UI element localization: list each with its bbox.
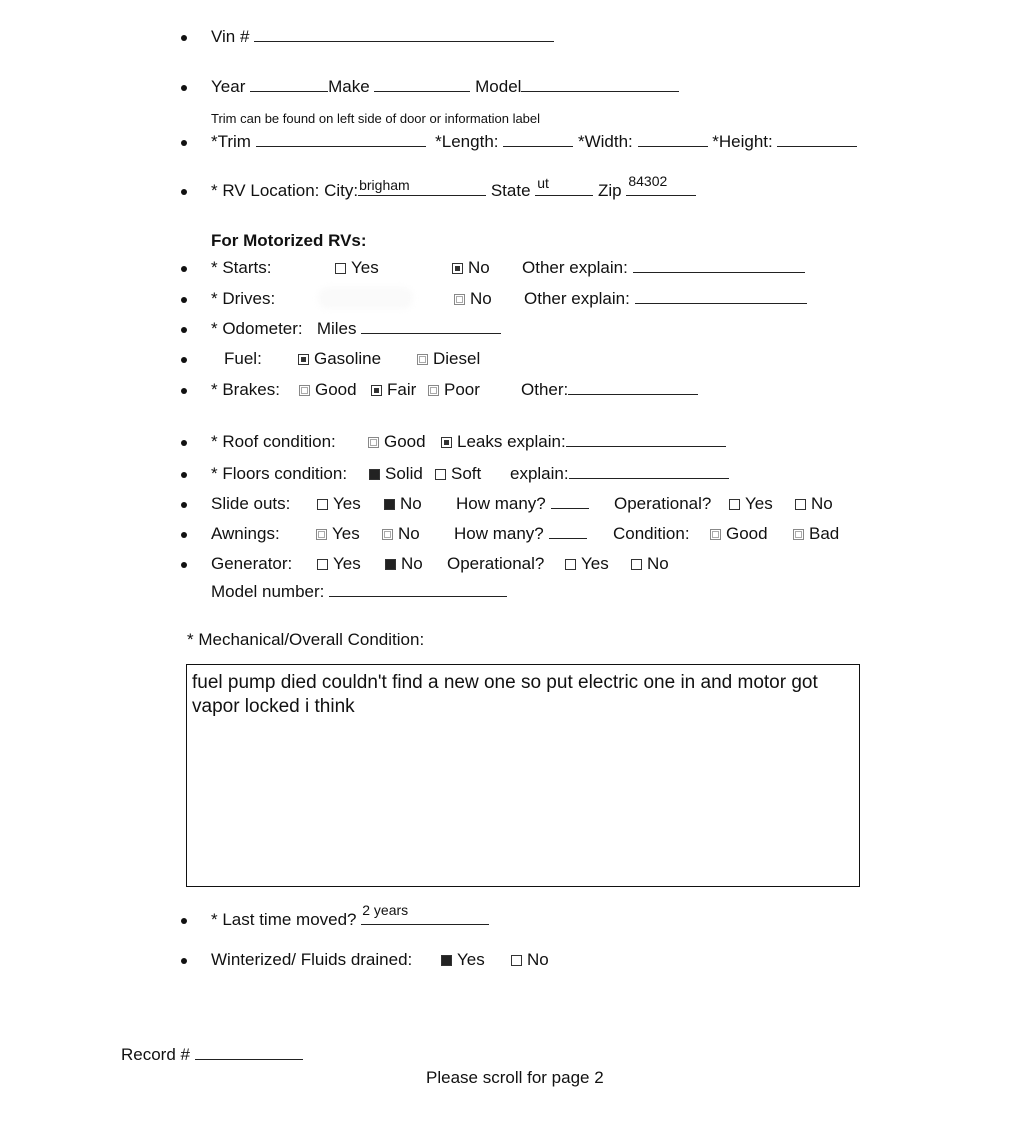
vin-field[interactable] [254,27,554,42]
awnings-how-many-field[interactable] [549,524,587,539]
awnings-label: Awnings: [211,524,280,543]
checkbox-icon[interactable] [382,529,393,540]
checkbox-icon[interactable] [710,529,721,540]
dims-row [211,132,857,152]
checkbox-icon[interactable] [631,559,642,570]
vin-row [211,27,554,47]
starts-other-label: Other explain: [522,258,628,277]
awnings-bad[interactable] [793,524,839,544]
slides-yes-label: Yes [333,494,361,513]
brakes-good-label: Good [315,380,357,399]
brakes-other [521,380,698,400]
winterized-no[interactable] [511,950,549,970]
trim-field[interactable] [256,132,426,147]
generator-op-yes[interactable] [565,554,609,574]
drives-no-label: No [470,289,492,308]
last-moved-row [211,902,489,930]
checked-checkbox-icon[interactable] [441,437,452,448]
generator-no-label: No [401,554,423,573]
starts-other [522,258,805,278]
last-moved-field[interactable] [361,902,489,925]
odometer-label: * Odometer: [211,319,303,338]
starts-label: * Starts: [211,258,272,277]
state-field[interactable] [535,175,593,196]
vehicle-row [211,77,679,97]
checkbox-icon[interactable] [795,499,806,510]
awnings-no[interactable] [382,524,420,544]
roof-good[interactable] [368,432,426,452]
checkbox-icon[interactable] [317,559,328,570]
miles-label: Miles [316,319,357,338]
drives-no[interactable] [454,289,492,309]
brakes-good[interactable] [299,380,357,400]
checked-checkbox-icon[interactable] [369,469,380,480]
width-label: *Width: [577,132,633,151]
drives-other-label: Other explain: [524,289,630,308]
fuel-label: Fuel: [224,349,262,368]
checkbox-icon[interactable] [428,385,439,396]
state-label: State [490,181,531,200]
winterized-label: Winterized/ Fluids drained: [211,950,413,969]
odometer-row [211,319,501,339]
record-label: Record # [121,1045,190,1064]
location-row [211,173,696,201]
generator-op-no[interactable] [631,554,669,574]
starts-yes-label: Yes [351,258,379,277]
awnings-good-label: Good [726,524,768,543]
vin-label: Vin # [211,27,250,46]
year-label: Year [211,77,246,96]
year-field[interactable] [250,77,328,92]
floors-label: * Floors condition: [211,464,348,483]
city-value: brigham [359,177,410,193]
slides-how-many-label: How many? [456,494,546,513]
winterized-yes[interactable] [441,950,485,970]
checkbox-icon[interactable] [317,499,328,510]
floors-solid[interactable] [369,464,423,484]
generator-model-field[interactable] [329,582,507,597]
checkbox-icon[interactable] [368,437,379,448]
mechanical-label: * Mechanical/Overall Condition: [187,630,425,649]
checkbox-icon[interactable] [417,354,428,365]
starts-other-field[interactable] [633,258,805,273]
make-field[interactable] [374,77,470,92]
fuel-diesel[interactable] [417,349,480,369]
slides-op-yes-label: Yes [745,494,773,513]
state-value: ut [537,175,549,191]
checked-checkbox-icon[interactable] [385,559,396,570]
generator-label: Generator: [211,554,293,573]
model-field[interactable] [521,77,679,92]
generator-model-label: Model number: [211,582,325,601]
slides-operational-label: Operational? [614,494,712,513]
roof-good-label: Good [384,432,426,451]
slides-how-many [456,494,589,514]
checkbox-icon[interactable] [435,469,446,480]
brakes-poor[interactable] [428,380,480,400]
generator-op-no-label: No [647,554,669,573]
last-moved-label: * Last time moved? [211,910,357,929]
starts-no[interactable] [452,258,490,278]
brakes-poor-label: Poor [444,380,480,399]
drives-label: * Drives: [211,289,276,308]
zip-field[interactable] [626,173,696,196]
floors-soft[interactable] [435,464,481,484]
generator-operational [447,554,544,574]
slides-yes[interactable] [317,494,361,514]
roof-explain-field[interactable] [566,432,726,447]
starts-yes[interactable] [335,258,379,278]
checkbox-icon[interactable] [299,385,310,396]
checked-checkbox-icon[interactable] [298,354,309,365]
mechanical-text: fuel pump died couldn't find a new one so put electric one in and motor got vapor locked i think [192,672,818,717]
length-label: *Length: [435,132,499,151]
checkbox-icon[interactable] [511,955,522,966]
checkbox-icon[interactable] [793,529,804,540]
scroll-note: Please scroll for page 2 [426,1068,604,1087]
roof-label: * Roof condition: [211,432,336,451]
drives-other-field[interactable] [635,289,807,304]
miles-field[interactable] [361,319,501,334]
slides-how-many-field[interactable] [551,494,589,509]
checked-checkbox-icon[interactable] [452,263,463,274]
roof-leaks[interactable] [441,432,726,452]
awnings-how-many [454,524,587,544]
motorized-heading: For Motorized RVs: [211,231,367,250]
floors-explain-label: explain: [510,464,569,483]
awnings-yes-label: Yes [332,524,360,543]
slides-op-no[interactable] [795,494,833,514]
floors-explain [510,464,729,484]
awnings-bad-label: Bad [809,524,840,543]
checkbox-icon[interactable] [454,294,465,305]
last-moved-value: 2 years [362,902,409,918]
slides-label: Slide outs: [211,494,291,513]
city-field[interactable] [358,177,486,196]
brakes-label: * Brakes: [211,380,280,399]
drives-other [524,289,807,309]
generator-operational-label: Operational? [447,554,545,573]
record-row [121,1045,303,1065]
checkbox-icon[interactable] [729,499,740,510]
slides-op-yes[interactable] [729,494,773,514]
awnings-how-many-label: How many? [454,524,544,543]
checked-checkbox-icon[interactable] [441,955,452,966]
slides-operational [614,494,711,514]
slides-no[interactable] [384,494,422,514]
winterized-no-label: No [527,950,549,969]
make-label: Make [328,77,370,96]
generator-op-yes-label: Yes [581,554,609,573]
zip-label: Zip [598,181,622,200]
brakes-fair[interactable] [371,380,416,400]
brakes-fair-label: Fair [387,380,417,399]
brakes-other-field[interactable] [568,380,698,395]
floors-explain-field[interactable] [569,464,729,479]
awnings-no-label: No [398,524,420,543]
width-field[interactable] [638,132,708,147]
generator-model-row [211,582,507,602]
floors-solid-label: Solid [385,464,423,483]
checked-checkbox-icon[interactable] [384,499,395,510]
checkbox-icon[interactable] [565,559,576,570]
starts-no-label: No [468,258,490,277]
redacted-area [318,287,413,309]
roof-leaks-label: Leaks explain: [457,432,566,451]
fuel-gasoline[interactable] [298,349,381,369]
checked-checkbox-icon[interactable] [371,385,382,396]
generator-yes[interactable] [317,554,361,574]
brakes-other-label: Other: [521,380,569,399]
mechanical-textarea[interactable] [186,664,860,887]
winterized-yes-label: Yes [457,950,485,969]
generator-yes-label: Yes [333,554,361,573]
slides-op-no-label: No [811,494,833,513]
trim-label: *Trim [211,132,251,151]
checkbox-icon[interactable] [316,529,327,540]
slides-no-label: No [400,494,422,513]
trim-note: Trim can be found on left side of door or information label [211,111,541,126]
fuel-gasoline-label: Gasoline [314,349,382,368]
model-label: Model [475,77,522,96]
record-field[interactable] [195,1045,303,1060]
floors-soft-label: Soft [451,464,482,483]
height-field[interactable] [777,132,857,147]
awnings-yes[interactable] [316,524,360,544]
height-label: *Height: [712,132,773,151]
awnings-condition [613,524,690,544]
length-field[interactable] [503,132,573,147]
fuel-diesel-label: Diesel [433,349,481,368]
awnings-condition-label: Condition: [613,524,690,543]
generator-no[interactable] [385,554,423,574]
checkbox-icon[interactable] [335,263,346,274]
zip-value: 84302 [628,173,668,189]
location-label: * RV Location: City: [211,181,359,200]
awnings-good[interactable] [710,524,768,544]
